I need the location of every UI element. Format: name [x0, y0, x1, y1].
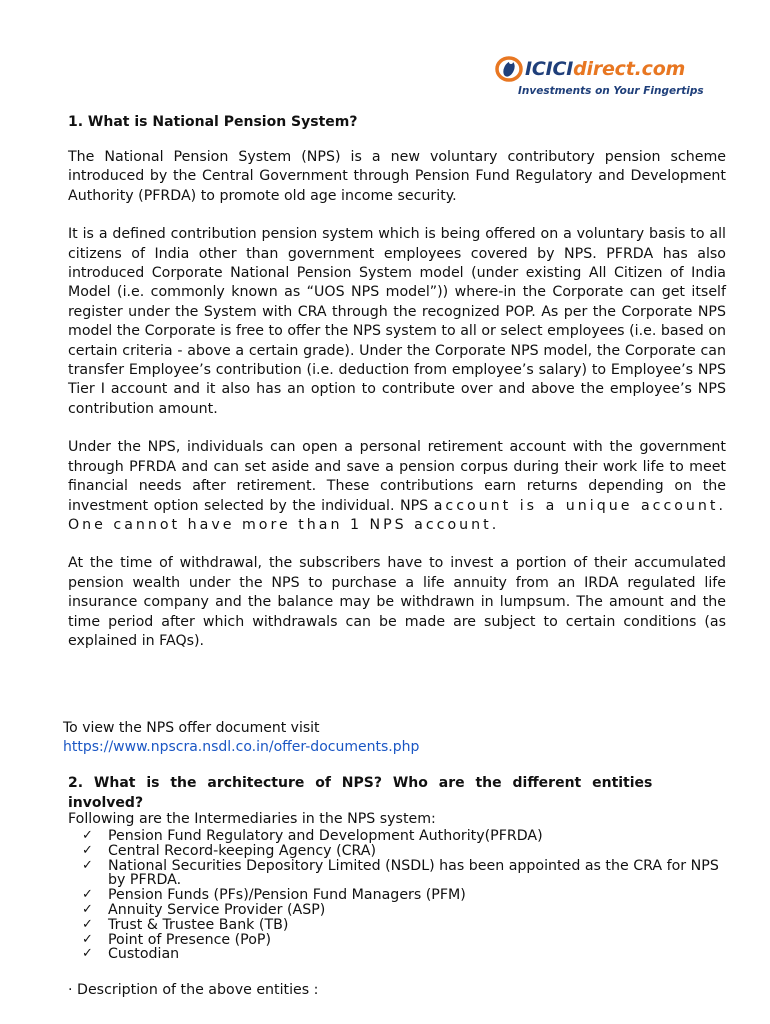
- paragraph-nps-intro: The National Pension System (NPS) is a new voluntary contributory pension scheme introduced by the Central Government through Pension Fund Regulatory and Development Authority (PFRDA) to promote old age income security.: [68, 149, 726, 204]
- icici-swirl-icon: [495, 56, 523, 82]
- list-item: [82, 933, 728, 948]
- paragraph-withdrawal: At the time of withdrawal, the subscribers have to invest a portion of their accumulated pension wealth under the NPS to purchase a life annuity from an IRDA regulated life insurance company and the balance may be withdrawn in lumpsum. The amount and the time period after which withdrawals can be made are subject to certain conditions (as explained in FAQs).: [68, 555, 726, 649]
- checkmark-icon: ✓: [82, 901, 93, 917]
- list-item-text: Pension Fund Regulatory and Development Authority(PFRDA): [108, 828, 543, 844]
- offer-document-text: To view the NPS offer document visit: [63, 720, 320, 736]
- list-item: [82, 888, 728, 903]
- offer-document-block: [63, 719, 419, 757]
- section-2-heading: 2. What is the architecture of NPS? Who are the different entities involved?: [68, 775, 653, 811]
- list-item: [82, 947, 728, 962]
- entities-description-label: · Description of the above entities :: [68, 982, 319, 998]
- checkmark-icon: ✓: [82, 842, 93, 858]
- paragraph-retirement-text: Under the NPS, individuals can open a personal retirement account with the government through PFRDA and can set aside and save a pension corpus during their work life to meet financial needs after retirement. These contributions earn returns depending on the investment option selected by the individual. NPS: [68, 439, 726, 514]
- paragraph-retirement-account: [68, 438, 726, 535]
- icici-direct-logo: [495, 54, 725, 100]
- logo-brand-part1: ICICI: [525, 58, 574, 80]
- list-item: [82, 903, 728, 918]
- checkmark-icon: ✓: [82, 828, 93, 843]
- list-item-text: National Securities Depository Limited (NSDL) has been appointed as the CRA for NPS by PFRDA.: [108, 857, 719, 889]
- list-item-text: Annuity Service Provider (ASP): [108, 901, 326, 918]
- list-item: [82, 829, 728, 844]
- list-item: [82, 844, 728, 859]
- logo-tagline: Investments on Your Fingertips: [518, 85, 704, 97]
- checkmark-icon: ✓: [82, 916, 93, 932]
- offer-document-link[interactable]: https://www.npscra.nsdl.co.in/offer-documents.php: [63, 739, 420, 755]
- intermediaries-list: [82, 829, 728, 962]
- list-item: [82, 918, 728, 933]
- checkmark-icon: ✓: [82, 931, 93, 947]
- logo-wordmark: [525, 58, 685, 80]
- checkmark-icon: ✓: [82, 857, 93, 873]
- list-item-text: Pension Funds (PFs)/Pension Fund Managers (PFM): [108, 887, 466, 904]
- list-item-text: Point of Presence (PoP): [108, 931, 271, 948]
- paragraph-corporate-nps: It is a defined contribution pension system which is being offered on a voluntary basis to all citizens of India other than government employees covered by NPS. PFRDA has also introduced Corporate National Pension System model (under existing All Citizen of India Model (i.e. commonly known as “UOS NPS model”)) where-in the Corporate can get itself register under the System with CRA through the recognized POP. As per the Corporate NPS model the Corporate is free to offer the NPS system to all or select employees (i.e. based on certain criteria - above a certain grade). Under the Corporate NPS model, the Corporate can transfer Employee’s contribution (i.e. deduction from employee’s salary) to Employee’s NPS Tier I account and it also has an option to contribute over and above the employee’s NPS contribution amount.: [68, 226, 726, 417]
- checkmark-icon: ✓: [82, 887, 93, 903]
- paragraph-unique-account: account is a unique account. One cannot have more than 1 NPS account.: [68, 497, 726, 533]
- list-item-text: Trust & Trustee Bank (TB): [108, 916, 289, 933]
- checkmark-icon: ✓: [82, 946, 93, 962]
- section-1-heading: 1. What is National Pension System?: [68, 114, 358, 130]
- list-item: [82, 859, 728, 889]
- list-item-text: Custodian: [108, 946, 180, 963]
- section-1: [68, 112, 726, 651]
- list-item-text: Central Record-keeping Agency (CRA): [108, 842, 377, 859]
- logo-brand-part2: direct.com: [573, 58, 686, 80]
- intermediaries-intro: Following are the Intermediaries in the NPS system:: [68, 811, 436, 827]
